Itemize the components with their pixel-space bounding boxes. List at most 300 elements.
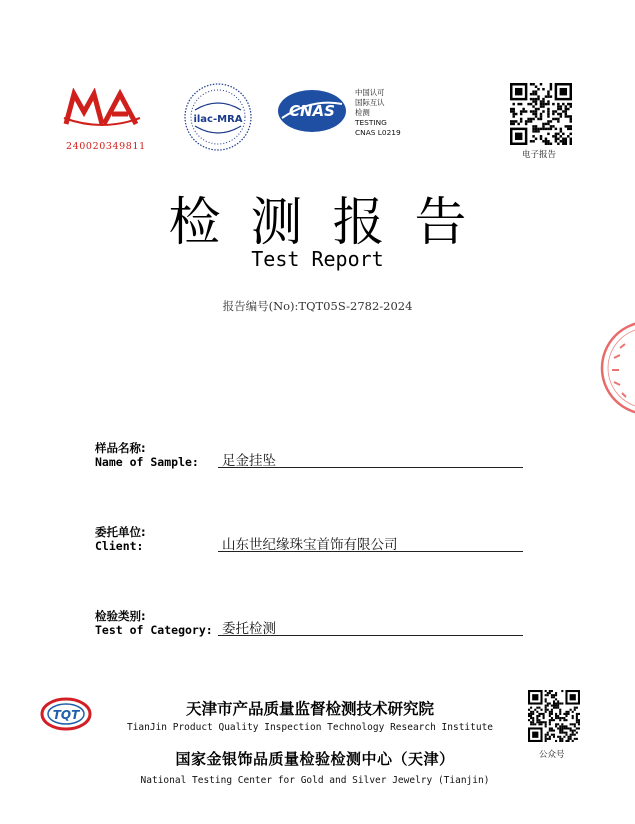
qr-module <box>559 713 561 715</box>
qr-module <box>547 709 549 711</box>
qr-module <box>555 135 557 137</box>
qr-module <box>559 732 561 734</box>
report-title-chinese: 检测报告 <box>168 193 497 253</box>
qr-module <box>555 713 557 715</box>
qr-module <box>555 723 557 725</box>
qr-module <box>535 110 537 112</box>
qr-module <box>559 725 561 727</box>
qr-module <box>512 110 514 112</box>
qr-module <box>557 717 559 719</box>
qr-module <box>540 723 542 725</box>
qr-module <box>553 696 555 698</box>
qr-module <box>540 713 542 715</box>
qr-finder-pattern <box>560 88 567 95</box>
qr-module <box>532 98 534 100</box>
qr-module <box>551 734 553 736</box>
qr-module <box>549 713 551 715</box>
qr-module <box>551 713 553 715</box>
qr-module <box>565 734 567 736</box>
qr-module <box>545 140 547 142</box>
qr-module <box>570 734 572 736</box>
qr-module <box>567 135 569 137</box>
qr-module <box>572 740 574 742</box>
qr-module <box>551 719 553 721</box>
qr-module <box>532 140 534 142</box>
qr-module <box>563 719 565 721</box>
qr-module <box>565 713 567 715</box>
qr-module <box>555 702 557 704</box>
qr-module <box>528 719 530 721</box>
qr-module <box>547 732 549 734</box>
qr-module <box>532 110 534 112</box>
qr-module <box>540 128 542 130</box>
qr-module <box>528 709 530 711</box>
qr-module <box>547 692 549 694</box>
qr-module <box>574 723 576 725</box>
qr-module <box>557 108 559 110</box>
qr-module <box>576 715 578 717</box>
qr-module <box>555 715 557 717</box>
qr-module <box>562 110 564 112</box>
qr-module <box>552 103 554 105</box>
qr-module <box>570 125 572 127</box>
qr-module <box>559 730 561 732</box>
qr-module <box>557 105 559 107</box>
qr-module <box>547 702 549 704</box>
qr-module <box>532 135 534 137</box>
qr-module <box>578 723 580 725</box>
qr-module <box>549 690 551 692</box>
qr-module <box>555 140 557 142</box>
qr-module <box>547 93 549 95</box>
qr-module <box>550 85 552 87</box>
qr-module <box>510 123 512 125</box>
qr-module <box>542 110 544 112</box>
qr-module <box>559 702 561 704</box>
qr-module <box>565 727 567 729</box>
qr-module <box>576 738 578 740</box>
qr-module <box>545 95 547 97</box>
qr-module <box>535 128 537 130</box>
qr-module <box>530 98 532 100</box>
qr-module <box>552 125 554 127</box>
qr-module <box>578 727 580 729</box>
qr-module <box>570 103 572 105</box>
cnas-line-3: 检测 <box>355 108 370 117</box>
qr-module <box>570 128 572 130</box>
qr-module <box>555 694 557 696</box>
qr-module <box>537 128 539 130</box>
qr-code-caption: 电子报告 <box>522 150 557 160</box>
qr-module <box>563 713 565 715</box>
client-label-cn: 委托单位: <box>95 525 146 539</box>
qr-module <box>550 95 552 97</box>
qr-module <box>540 103 542 105</box>
qr-module <box>545 707 547 709</box>
qr-module <box>553 734 555 736</box>
qr-module <box>567 103 569 105</box>
qr-finder-pattern <box>515 133 522 140</box>
qr-finder-pattern <box>515 88 522 95</box>
qr-module <box>568 711 570 713</box>
qr-module <box>549 719 551 721</box>
qr-module <box>557 700 559 702</box>
qr-module <box>535 85 537 87</box>
qr-module <box>555 698 557 700</box>
qr-module <box>561 738 563 740</box>
qr-module <box>565 711 567 713</box>
qr-module <box>517 103 519 105</box>
qr-module <box>562 103 564 105</box>
qr-module <box>538 715 540 717</box>
qr-module <box>570 709 572 711</box>
qr-finder-pattern <box>532 694 538 700</box>
qr-module <box>565 725 567 727</box>
qr-module <box>542 100 544 102</box>
qr-module <box>530 110 532 112</box>
qr-module <box>562 143 564 145</box>
qr-module <box>551 730 553 732</box>
qr-module <box>559 717 561 719</box>
qr-module <box>536 715 538 717</box>
sample-name-underline <box>218 467 523 468</box>
qr-module <box>557 113 559 115</box>
report-title-english: Test Report <box>251 247 384 271</box>
client-underline <box>218 551 523 552</box>
qr-module <box>547 103 549 105</box>
qr-module <box>555 707 557 709</box>
qr-module <box>545 143 547 145</box>
qr-module <box>560 128 562 130</box>
qr-module <box>538 713 540 715</box>
qr-module <box>532 118 534 120</box>
qr-module <box>532 125 534 127</box>
qr-module <box>574 709 576 711</box>
qr-module <box>572 715 574 717</box>
qr-module <box>532 723 534 725</box>
qr-module <box>540 138 542 140</box>
qr-module <box>525 123 527 125</box>
qr-module <box>543 721 545 723</box>
qr-module <box>550 128 552 130</box>
qr-module <box>543 715 545 717</box>
qr-module <box>535 138 537 140</box>
qr-module <box>570 736 572 738</box>
qr-module <box>567 125 569 127</box>
svg-text:CNAS: CNAS <box>289 102 335 120</box>
qr-module <box>535 130 537 132</box>
qr-module <box>572 730 574 732</box>
qr-module <box>557 133 559 135</box>
sample-name-value: 足金挂坠 <box>222 453 276 469</box>
qr-module <box>557 702 559 704</box>
qr-module <box>555 740 557 742</box>
qr-module <box>530 93 532 95</box>
cma-logo <box>62 88 142 128</box>
qr-module <box>537 130 539 132</box>
qr-module <box>551 694 553 696</box>
qr-module <box>530 717 532 719</box>
qr-module <box>538 723 540 725</box>
qr-module <box>545 694 547 696</box>
red-seal-stamp <box>600 318 635 418</box>
qr-module <box>532 713 534 715</box>
qr-module <box>557 723 559 725</box>
qr-module <box>536 717 538 719</box>
qr-module <box>570 723 572 725</box>
qr-module <box>555 118 557 120</box>
qr-module <box>552 118 554 120</box>
qr-module <box>510 120 512 122</box>
qr-module <box>536 719 538 721</box>
qr-module <box>559 736 561 738</box>
testing-center-name-cn: 国家金银饰品质量检验检测中心（天津） <box>175 750 455 768</box>
qr-module <box>540 118 542 120</box>
qr-module <box>565 113 567 115</box>
qr-module <box>552 113 554 115</box>
qr-module <box>547 100 549 102</box>
qr-module <box>520 110 522 112</box>
qr-module <box>540 115 542 117</box>
qr-module <box>535 100 537 102</box>
qr-module <box>545 709 547 711</box>
qr-module <box>522 108 524 110</box>
qr-module <box>545 736 547 738</box>
qr-module <box>532 100 534 102</box>
qr-module <box>567 115 569 117</box>
qr-module <box>565 110 567 112</box>
qr-module <box>545 711 547 713</box>
qr-module <box>572 723 574 725</box>
qr-module <box>538 719 540 721</box>
qr-module <box>570 115 572 117</box>
qr-module <box>574 730 576 732</box>
qr-module <box>547 734 549 736</box>
qr-module <box>520 120 522 122</box>
qr-module <box>565 108 567 110</box>
qr-module <box>534 723 536 725</box>
client-label-en: Client: <box>95 539 144 553</box>
qr-module <box>572 711 574 713</box>
qr-module <box>563 717 565 719</box>
qr-module <box>568 727 570 729</box>
qr-module <box>547 128 549 130</box>
testing-center-name-en: National Testing Center for Gold and Silver Jewelry (Tianjin) <box>140 775 490 786</box>
qr-module <box>537 88 539 90</box>
qr-module <box>547 110 549 112</box>
qr-module <box>530 140 532 142</box>
qr-module <box>547 705 549 707</box>
qr-module <box>534 709 536 711</box>
qr-module <box>535 115 537 117</box>
qr-module <box>578 721 580 723</box>
cnas-line-1: 中国认可 <box>355 88 385 97</box>
qr-module <box>537 108 539 110</box>
qr-module <box>545 698 547 700</box>
qr-module <box>560 115 562 117</box>
qr-module <box>547 694 549 696</box>
qr-module <box>547 738 549 740</box>
qr-module <box>538 707 540 709</box>
qr-module <box>553 730 555 732</box>
qr-module <box>549 727 551 729</box>
qr-module <box>551 711 553 713</box>
qr-module <box>542 123 544 125</box>
qr-module <box>549 721 551 723</box>
qr-module <box>545 738 547 740</box>
qr-module <box>570 138 572 140</box>
qr-module <box>545 138 547 140</box>
qr-module <box>532 711 534 713</box>
qr-module <box>535 98 537 100</box>
qr-module <box>527 120 529 122</box>
qr-module <box>568 738 570 740</box>
qr-module <box>553 694 555 696</box>
qr-module <box>570 133 572 135</box>
qr-module <box>512 123 514 125</box>
qr-module <box>532 130 534 132</box>
qr-module <box>530 103 532 105</box>
official-account-qr-code[interactable] <box>528 690 580 742</box>
qr-module <box>578 719 580 721</box>
qr-module <box>559 740 561 742</box>
qr-module <box>551 717 553 719</box>
qr-module <box>565 719 567 721</box>
qr-module <box>530 118 532 120</box>
qr-module <box>552 110 554 112</box>
qr-module <box>574 707 576 709</box>
qr-module <box>576 717 578 719</box>
qr-module <box>542 125 544 127</box>
qr-module <box>560 130 562 132</box>
qr-module <box>540 709 542 711</box>
qr-module <box>535 113 537 115</box>
qr-module <box>547 123 549 125</box>
qr-module <box>522 110 524 112</box>
qr-module <box>555 705 557 707</box>
qr-module <box>528 713 530 715</box>
qr-module <box>545 734 547 736</box>
qr-module <box>545 103 547 105</box>
qr-module <box>565 140 567 142</box>
qr-module <box>555 717 557 719</box>
qr-module <box>574 725 576 727</box>
qr-module <box>545 705 547 707</box>
qr-module <box>532 719 534 721</box>
qr-module <box>555 128 557 130</box>
qr-finder-pattern <box>532 732 538 738</box>
qr-module <box>561 725 563 727</box>
qr-module <box>545 123 547 125</box>
qr-module <box>553 736 555 738</box>
qr-module <box>510 110 512 112</box>
qr-module <box>551 727 553 729</box>
qr-module <box>528 715 530 717</box>
qr-module <box>568 713 570 715</box>
qr-module <box>547 108 549 110</box>
qr-module <box>553 719 555 721</box>
qr-module <box>553 702 555 704</box>
qr-module <box>530 723 532 725</box>
qr-module <box>545 128 547 130</box>
qr-module <box>532 93 534 95</box>
qr-module <box>560 108 562 110</box>
qr-module <box>550 125 552 127</box>
qr-module <box>540 721 542 723</box>
qr-module <box>563 725 565 727</box>
qr-module <box>536 711 538 713</box>
qr-module <box>540 105 542 107</box>
test-category-label-cn: 检验类别: <box>95 609 146 623</box>
qr-module <box>555 138 557 140</box>
sample-name-label-cn: 样品名称: <box>95 441 146 455</box>
qr-module <box>545 723 547 725</box>
qr-module <box>542 98 544 100</box>
qr-module <box>570 140 572 142</box>
qr-module <box>557 727 559 729</box>
qr-module <box>570 143 572 145</box>
qr-module <box>574 734 576 736</box>
qr-module <box>563 736 565 738</box>
qr-module <box>568 740 570 742</box>
test-category-underline <box>218 635 523 636</box>
qr-module <box>549 692 551 694</box>
qr-module <box>555 725 557 727</box>
qr-module <box>557 707 559 709</box>
qr-module <box>530 721 532 723</box>
qr-module <box>570 105 572 107</box>
qr-module <box>553 707 555 709</box>
qr-module <box>537 95 539 97</box>
qr-module <box>565 715 567 717</box>
qr-module <box>527 103 529 105</box>
qr-module <box>532 83 534 85</box>
qr-module <box>557 120 559 122</box>
official-account-caption: 公众号 <box>539 750 565 760</box>
qr-module <box>562 140 564 142</box>
qr-module <box>576 707 578 709</box>
qr-module <box>561 690 563 692</box>
qr-module <box>551 705 553 707</box>
qr-module <box>565 115 567 117</box>
qr-module <box>547 143 549 145</box>
qr-module <box>515 120 517 122</box>
qr-module <box>570 738 572 740</box>
ilac-mra-logo <box>183 82 253 152</box>
qr-module <box>540 83 542 85</box>
qr-module <box>512 108 514 110</box>
qr-module <box>576 719 578 721</box>
qr-module <box>512 103 514 105</box>
qr-module <box>572 734 574 736</box>
qr-module <box>547 113 549 115</box>
qr-module <box>549 738 551 740</box>
cnas-logo <box>276 88 348 134</box>
qr-module <box>537 118 539 120</box>
qr-module <box>517 123 519 125</box>
qr-module <box>561 727 563 729</box>
qr-module <box>537 98 539 100</box>
qr-finder-pattern <box>570 694 576 700</box>
qr-module <box>563 727 565 729</box>
qr-module <box>520 103 522 105</box>
electronic-report-qr-code[interactable] <box>510 83 572 145</box>
institute-name-en: TianJin Product Quality Inspection Technology Research Institute <box>126 722 494 733</box>
qr-module <box>530 707 532 709</box>
qr-module <box>535 108 537 110</box>
qr-module <box>530 120 532 122</box>
qr-module <box>542 103 544 105</box>
